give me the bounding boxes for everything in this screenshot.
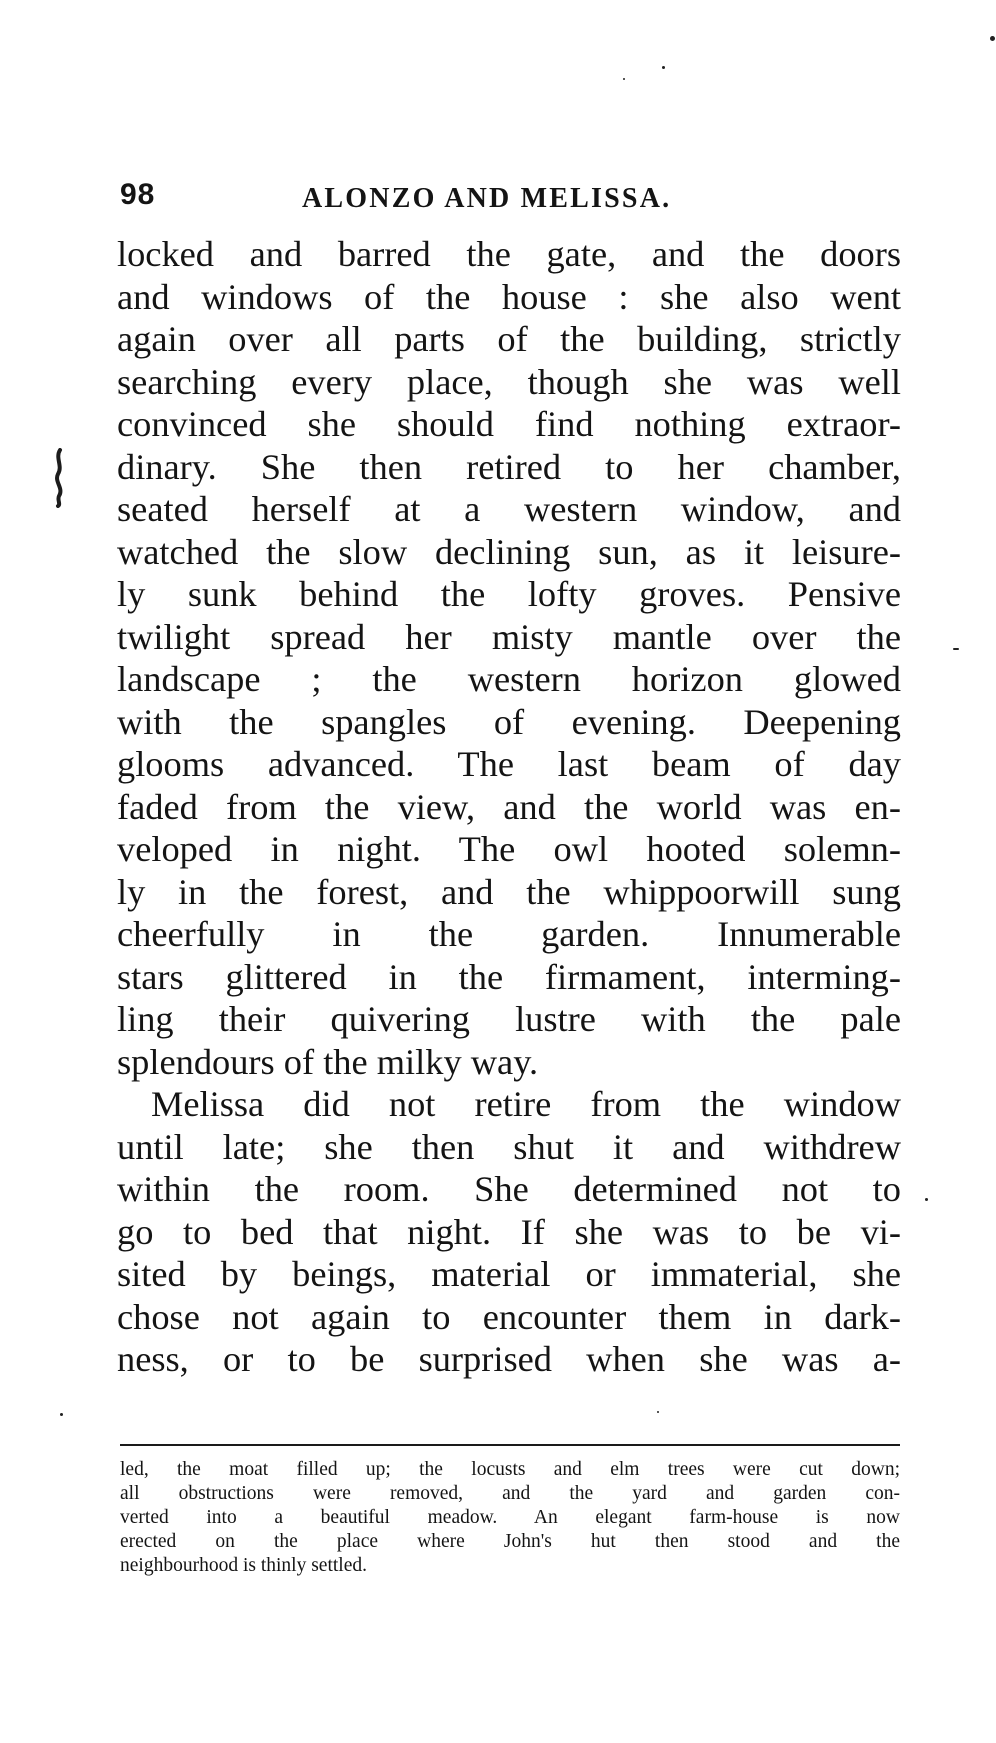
footnote-line: led, the moat filled up; the locusts and elm trees were cut down; <box>120 1459 900 1480</box>
running-title: ALONZO AND MELISSA. <box>302 183 672 214</box>
text-line: searching every place, though she was well <box>117 361 901 402</box>
text-line: cheerfully in the garden. Innumerable <box>117 914 901 954</box>
footnote-line: neighbourhood is thinly settled. <box>120 1555 367 1576</box>
scan-speck <box>662 66 665 69</box>
text-line: stars glittered in the firmament, interming- <box>117 956 901 997</box>
text-line: landscape ; the western horizon glowed <box>117 659 901 699</box>
footnote-line: erected on the place where John's hut then stood and the <box>120 1531 900 1552</box>
scan-speck <box>657 1411 659 1413</box>
text-line: ly in the forest, and the whippoorwill sung <box>117 871 901 912</box>
footnote-line: all obstructions were removed, and the yard and garden con- <box>120 1483 900 1504</box>
text-line: ling their quivering lustre with the pale <box>117 999 901 1039</box>
text-line: ness, or to be surprised when she was a- <box>117 1339 901 1379</box>
text-line: watched the slow declining sun, as it leisure- <box>117 531 901 572</box>
text-line: ly sunk behind the lofty groves. Pensive <box>117 574 901 614</box>
text-line: and windows of the house : she also went <box>117 276 901 317</box>
footnote <box>120 1458 900 1578</box>
text-line: dinary. She then retired to her chamber, <box>117 446 901 487</box>
text-line: go to bed that night. If she was to be vi- <box>117 1211 901 1252</box>
text-line: locked and barred the gate, and the doors <box>117 234 901 274</box>
text-line: within the room. She determined not to <box>117 1169 901 1209</box>
text-line: glooms advanced. The last beam of day <box>117 744 901 784</box>
scan-speck <box>925 1198 928 1201</box>
text-line: chose not again to encounter them in dark- <box>117 1296 901 1337</box>
body-text <box>117 233 901 1381</box>
scan-speck <box>990 36 995 41</box>
scan-speck <box>623 78 625 80</box>
text-line: with the spangles of evening. Deepening <box>117 701 901 742</box>
paragraph-start-line: Melissa did not retire from the window <box>151 1084 901 1124</box>
page-header <box>120 178 900 218</box>
text-line: veloped in night. The owl hooted solemn- <box>117 829 901 869</box>
text-line: convinced she should find nothing extraor- <box>117 404 901 444</box>
page-number: 98 <box>120 178 156 211</box>
paragraph-end-line: splendours of the milky way. <box>117 1041 539 1082</box>
scan-speck <box>953 648 959 650</box>
margin-ink-mark <box>52 448 66 508</box>
text-line: again over all parts of the building, strictly <box>117 319 901 359</box>
footnote-line: verted into a beautiful meadow. An elegant farm-house is now <box>120 1507 900 1528</box>
text-line: sited by beings, material or immaterial, she <box>117 1254 901 1294</box>
scan-speck <box>60 1413 63 1416</box>
text-line: seated herself at a western window, and <box>117 489 901 529</box>
text-line: until late; she then shut it and withdrew <box>117 1126 901 1167</box>
text-line: twilight spread her misty mantle over the <box>117 616 901 657</box>
text-line: faded from the view, and the world was en- <box>117 786 901 827</box>
footnote-rule <box>120 1444 900 1446</box>
